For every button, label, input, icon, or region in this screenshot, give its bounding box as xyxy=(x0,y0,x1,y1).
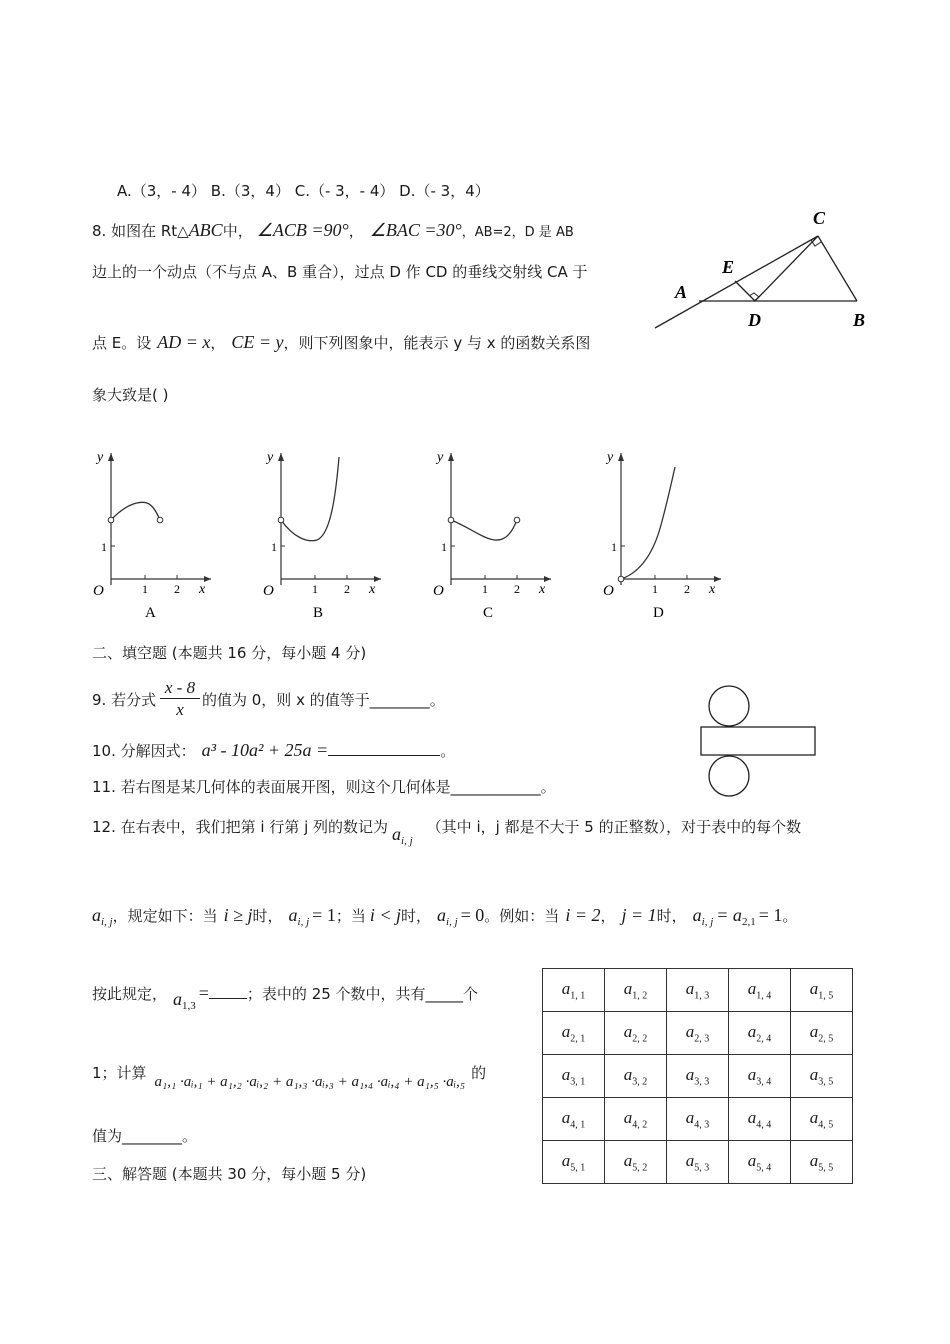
q8-ce: CE = y xyxy=(231,332,284,352)
q12-line5: 值为________。 xyxy=(92,1127,198,1145)
q8-zhong: 中， xyxy=(222,222,253,240)
table-row xyxy=(543,969,853,1012)
table-cell: $a_{3, 5}$ xyxy=(791,1055,853,1098)
table-cell: $a_{1, 5}$ xyxy=(791,969,853,1012)
q12-line1-prefix: 12. 在右表中，我们把第 i 行第 j 列的数记为 xyxy=(92,818,389,836)
q8-ad: AD = x xyxy=(157,332,211,352)
table-cell: $a_{5, 2}$ xyxy=(605,1141,667,1184)
table-cell: $a_{3, 2}$ xyxy=(605,1055,667,1098)
table-cell: $a_{4, 1}$ xyxy=(543,1098,605,1141)
cylinder-net-figure xyxy=(695,683,820,803)
table-row xyxy=(543,1055,853,1098)
q8-line4: 象大致是( ) xyxy=(92,386,169,404)
q12-line3: 按此规定， $a_{1,3}=$ ；表中的 25 个数中，共有_____个 xyxy=(92,983,479,1012)
svg-text:x: x xyxy=(709,582,716,597)
q12-aij: a xyxy=(392,824,402,844)
svg-text:2: 2 xyxy=(344,582,350,596)
q9-denominator: x xyxy=(176,700,184,719)
table-row xyxy=(543,1012,853,1055)
label-e: E xyxy=(722,257,735,277)
label-c: C xyxy=(813,208,826,228)
table-cell: $a_{2, 2}$ xyxy=(605,1012,667,1055)
q9-prefix: 9. 若分式 xyxy=(92,691,157,709)
q8-prefix: 8. 如图在 Rt△ xyxy=(92,222,189,240)
top-circle xyxy=(709,686,749,726)
q9-numerator: x - 8 xyxy=(160,678,200,699)
q8-rest1: ，AB=2，D 是 AB xyxy=(461,225,574,240)
table-cell: $a_{5, 5}$ xyxy=(791,1141,853,1184)
graph-c xyxy=(433,450,551,621)
svg-text:y: y xyxy=(607,450,614,465)
svg-text:y: y xyxy=(97,450,104,465)
q8-comma1: ， xyxy=(348,222,364,240)
function-graphs xyxy=(85,445,735,625)
svg-text:1: 1 xyxy=(611,540,617,554)
section2-title: 二、填空题 (本题共 16 分，每小题 4 分) xyxy=(92,644,367,662)
section3-title: 三、解答题 (本题共 30 分，每小题 5 分) xyxy=(92,1165,367,1183)
q9-suffix: 的值为 0，则 x 的值等于________。 xyxy=(202,691,445,709)
segment-de xyxy=(735,281,755,301)
q8-angle2: ∠BAC =30° xyxy=(369,220,462,240)
table-cell: $a_{1, 2}$ xyxy=(605,969,667,1012)
q9-fraction xyxy=(160,678,200,721)
svg-text:2: 2 xyxy=(684,582,690,596)
q12-line4: 1；计算 a₁,₁ ·aᵢ,₁ + a₁,₂ ·aᵢ,₂ + a₁,₃ ·aᵢ,₃ + a₁,₄ ·aᵢ,₄ + a₁,₅ ·aᵢ,₅ 的 xyxy=(92,1064,487,1090)
table-cell: $a_{4, 3}$ xyxy=(667,1098,729,1141)
svg-text:2: 2 xyxy=(514,582,520,596)
table-cell: $a_{2, 1}$ xyxy=(543,1012,605,1055)
q7-options: A.（3，- 4） B.（3，4） C.（- 3，- 4） D.（- 3，4） xyxy=(117,182,490,200)
q8-line3 xyxy=(92,332,590,353)
table-cell: $a_{1, 3}$ xyxy=(667,969,729,1012)
q12-line1-suffix: （其中 i，j 都是不大于 5 的正整数），对于表中的每个数 xyxy=(426,818,802,836)
svg-text:y: y xyxy=(437,450,444,465)
q11-text: 11. 若右图是某几何体的表面展开图，则这个几何体是____________。 xyxy=(92,778,556,796)
table-cell: $a_{5, 3}$ xyxy=(667,1141,729,1184)
svg-text:2: 2 xyxy=(174,582,180,596)
q10-expr: a³ - 10a² + 25a = xyxy=(201,740,329,760)
q10-prefix: 10. 分解因式： xyxy=(92,742,196,760)
svg-text:O: O xyxy=(603,583,614,599)
table-cell: $a_{4, 4}$ xyxy=(729,1098,791,1141)
graph-c-label: C xyxy=(483,605,494,621)
svg-text:O: O xyxy=(263,583,274,599)
table-cell: $a_{4, 2}$ xyxy=(605,1098,667,1141)
curve-a xyxy=(111,502,160,520)
triangle-figure xyxy=(645,200,875,340)
segment-cd xyxy=(755,236,818,301)
q8-angle1: ∠ACB =90° xyxy=(256,220,349,240)
label-d: D xyxy=(748,310,761,330)
graph-a xyxy=(93,450,211,621)
table-cell: $a_{3, 4}$ xyxy=(729,1055,791,1098)
bottom-circle xyxy=(709,756,749,796)
q8-line2: 边上的一个动点（不与点 A、B 重合），过点 D 作 CD 的垂线交射线 CA 于 xyxy=(92,263,588,281)
q12-a13-blank xyxy=(209,984,247,999)
table-cell: $a_{1, 4}$ xyxy=(729,969,791,1012)
svg-text:x: x xyxy=(369,582,376,597)
table-cell: $a_{2, 5}$ xyxy=(791,1012,853,1055)
aij-table xyxy=(542,968,853,1184)
q10-blank xyxy=(328,741,440,756)
graph-a-label: A xyxy=(145,605,156,621)
graph-d-label: D xyxy=(653,605,664,621)
svg-text:1: 1 xyxy=(312,582,318,596)
svg-text:x: x xyxy=(539,582,546,597)
graph-b xyxy=(263,450,381,621)
table-cell: $a_{3, 1}$ xyxy=(543,1055,605,1098)
svg-text:1: 1 xyxy=(652,582,658,596)
curve-c xyxy=(451,520,517,540)
q10-suffix: 。 xyxy=(440,742,456,760)
table-cell: $a_{4, 5}$ xyxy=(791,1098,853,1141)
segment-cb xyxy=(818,236,857,301)
table-cell: $a_{2, 4}$ xyxy=(729,1012,791,1055)
table-cell: $a_{3, 3}$ xyxy=(667,1055,729,1098)
q12-line1: 12. 在右表中，我们把第 i 行第 j 列的数记为 $a_{i, j}$（其中 i，j 都是不大于 5 的正整数），对于表中的每个数 xyxy=(92,818,802,847)
svg-text:y: y xyxy=(267,450,274,465)
table-cell: $a_{5, 4}$ xyxy=(729,1141,791,1184)
q12-line2: $a_{i, j}$，规定如下：当 i ≥ j时， $a_{i, j} = 1$；当 i < j时， $a_{i, j} = 0$。例如：当 i = 2， j = 1时， $a_{i, j} = a_{2,1} = 1$。 xyxy=(92,905,798,928)
table-cell: $a_{2, 3}$ xyxy=(667,1012,729,1055)
graph-b-label: B xyxy=(313,605,324,621)
label-b: B xyxy=(853,310,866,330)
table-cell: $a_{5, 1}$ xyxy=(543,1141,605,1184)
svg-text:O: O xyxy=(93,583,104,599)
graph-d xyxy=(603,450,721,621)
svg-text:O: O xyxy=(433,583,444,599)
q8-line3-prefix: 点 E。设 xyxy=(92,334,152,352)
table-row xyxy=(543,1098,853,1141)
q10-line xyxy=(92,740,455,761)
svg-text:1: 1 xyxy=(142,582,148,596)
svg-text:x: x xyxy=(199,582,206,597)
svg-text:1: 1 xyxy=(441,540,447,554)
table-cell: $a_{1, 1}$ xyxy=(543,969,605,1012)
svg-text:1: 1 xyxy=(482,582,488,596)
q8-comma2: ， xyxy=(210,334,226,352)
svg-text:1: 1 xyxy=(271,540,277,554)
q8-line1 xyxy=(92,220,574,243)
table-row xyxy=(543,1141,853,1184)
q8-line3-suffix: ，则下列图象中，能表示 y 与 x 的函数关系图 xyxy=(283,334,591,352)
curve-d xyxy=(621,467,675,579)
q12-sum-expr: a₁,₁ ·aᵢ,₁ + a₁,₂ ·aᵢ,₂ + a₁,₃ ·aᵢ,₃ + a₁,₄ ·aᵢ,₄ + a₁,₅ ·aᵢ,₅ xyxy=(154,1074,466,1090)
side-rectangle xyxy=(701,727,815,755)
svg-text:1: 1 xyxy=(101,540,107,554)
label-a: A xyxy=(675,282,688,302)
curve-b xyxy=(281,457,339,541)
q8-abc: ABC xyxy=(188,220,223,240)
